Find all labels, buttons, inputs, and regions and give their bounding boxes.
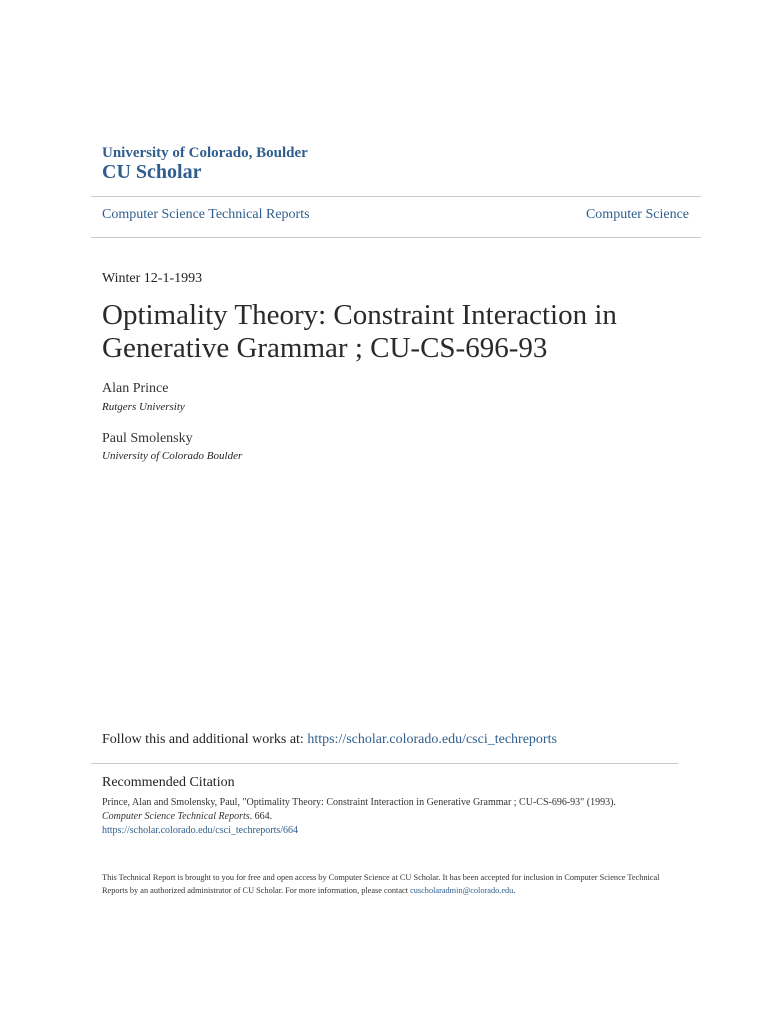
- follow-line: [102, 732, 557, 748]
- header-divider-top: [91, 196, 701, 197]
- notice-text: This Technical Report is brought to you for free and open access by Computer Science at CU Scholar. It has been accepted for inclusion in Computer Science Technical Reports by an authorized administrator of CU Scholar. For more information, please contact: [102, 873, 660, 895]
- document-title: Optimality Theory: Constraint Interaction in Generative Grammar ; CU-CS-696-93: [102, 299, 617, 364]
- citation-series-number: . 664.: [249, 811, 273, 822]
- author-name: Alan Prince: [102, 381, 169, 396]
- access-notice: [102, 871, 682, 897]
- notice-suffix: .: [513, 886, 516, 895]
- contact-email-link[interactable]: cuscholaradmin@colorado.edu: [410, 886, 514, 895]
- department-link[interactable]: Computer Science: [585, 207, 689, 222]
- institution-name: University of Colorado, Boulder: [102, 145, 308, 161]
- author-affiliation: University of Colorado Boulder: [102, 450, 243, 462]
- citation-series: [102, 810, 702, 824]
- citation-url-link[interactable]: https://scholar.colorado.edu/csci_techreports/664: [102, 825, 299, 836]
- follow-prefix: Follow this and additional works at:: [102, 732, 308, 747]
- header-divider-bottom: [91, 237, 701, 238]
- publication-date: Winter 12-1-1993: [102, 271, 203, 286]
- follow-url-link[interactable]: https://scholar.colorado.edu/csci_techreports: [307, 732, 557, 747]
- citation-text: Prince, Alan and Smolensky, Paul, "Optimality Theory: Constraint Interaction in Generative Grammar ; CU-CS-696-93" (1993).: [102, 797, 616, 808]
- citation-heading: Recommended Citation: [102, 775, 235, 790]
- citation-divider: [91, 763, 678, 764]
- author-name: Paul Smolensky: [102, 431, 193, 446]
- author-affiliation: Rutgers University: [102, 401, 185, 413]
- series-link[interactable]: Computer Science Technical Reports: [102, 207, 310, 222]
- citation-series-title: Computer Science Technical Reports: [102, 811, 250, 822]
- citation-body: [102, 796, 702, 838]
- repository-name: CU Scholar: [102, 161, 202, 183]
